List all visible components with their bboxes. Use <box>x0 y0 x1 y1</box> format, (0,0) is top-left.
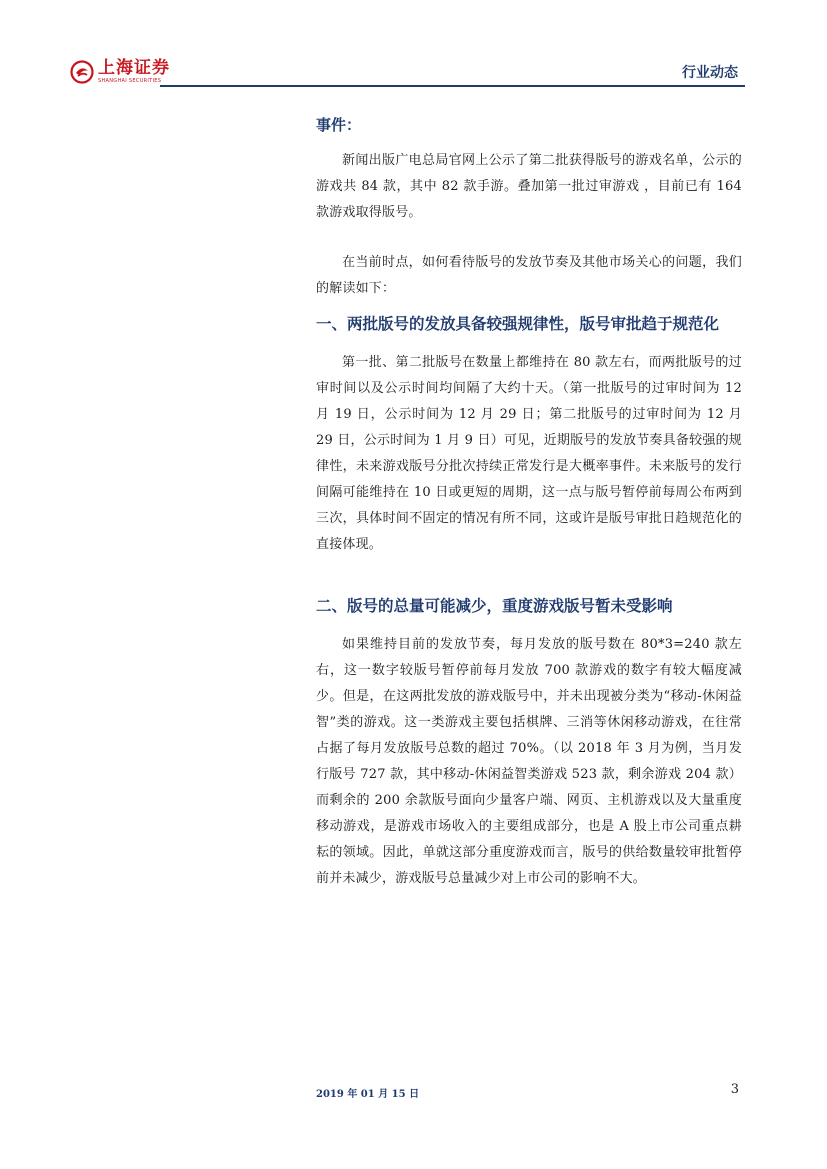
intro-paragraph: 在当前时点，如何看待版号的发放节奏及其他市场关心的问题，我们的解读如下： <box>316 255 742 296</box>
event-paragraph: 新闻出版广电总局官网上公示了第二批获得版号的游戏名单，公示的游戏共 84 款，其中 82 款手游。叠加第一批过审游戏 ，目前已有 164 款游戏取得版号。 <box>316 153 742 220</box>
page-number: 3 <box>730 1082 739 1097</box>
section1-heading: 一、两批版号的发放具备较强规律性，版号审批趋于规范化 <box>316 315 720 333</box>
spacer <box>316 336 742 350</box>
event-heading: 事件： <box>316 116 362 134</box>
spacer <box>316 226 742 250</box>
logo-chinese-text: 上海证券 <box>98 58 170 78</box>
section2-heading: 二、版号的总量可能减少，重度游戏版号暂未受影响 <box>316 597 673 615</box>
spacer <box>316 618 742 632</box>
header-divider <box>160 85 745 87</box>
spacer <box>316 302 742 312</box>
logo-english-text: SHANGHAI SECURITIES <box>98 78 162 84</box>
section-label: 行业动态 <box>682 65 738 81</box>
spacer <box>316 558 742 594</box>
logo-emblem-icon <box>70 60 94 84</box>
footer-date: 2019 年 01 月 15 日 <box>316 1089 420 1100</box>
section2-paragraph: 如果维持目前的发放节奏，每月发放的版号数在 80*3=240 款左右，这一数字较版号暂停前每月发放 700 款游戏的数字有较大幅度减少。但是，在这两批发放的游戏版号中，并未出现被分类为“移动-休闲益智”类的游戏。这一类游戏主要包括棋牌、三消等休闲移动游戏，在往常占据了每月发放版号总数的超过 70%。（以 2018 年 3 月为例，当月发行版号 727 款，其中移动-休闲益智类游戏 523 款，剩余游戏 204 款）而剩余的 200 余款版号面向少量客户端、网页、主机游戏以及大量重度移动游戏，是游戏市场收入的主要组成部分，也是 A 股上市公司重点耕耘的领域。因此，单就这部分重度游戏而言，版号的供给数量较审批暂停前并未减少，游戏版号总量减少对上市公司的影响不大。 <box>316 637 742 886</box>
company-logo <box>70 60 170 84</box>
main-content <box>316 114 742 892</box>
section1-paragraph: 第一批、第二批版号在数量上都维持在 80 款左右，而两批版号的过审时间以及公示时间均间隔了大约十天。（第一批版号的过审时间为 12 月 19 日，公示时间为 12 月 29 日；第二批版号的过审时间为 12 月 29 日，公示时间为 1 月 9 日）可见，近期版号的发放节奏具备较强的规律性，未来游戏版号分批次持续正常发行是大概率事件。未来版号的发行间隔可能维持在 10 日或更短的周期，这一点与版号暂停前每周公布两到三次，具体时间不固定的情况有所不同，这或许是版号审批日趋规范化的直接体现。 <box>316 355 742 552</box>
